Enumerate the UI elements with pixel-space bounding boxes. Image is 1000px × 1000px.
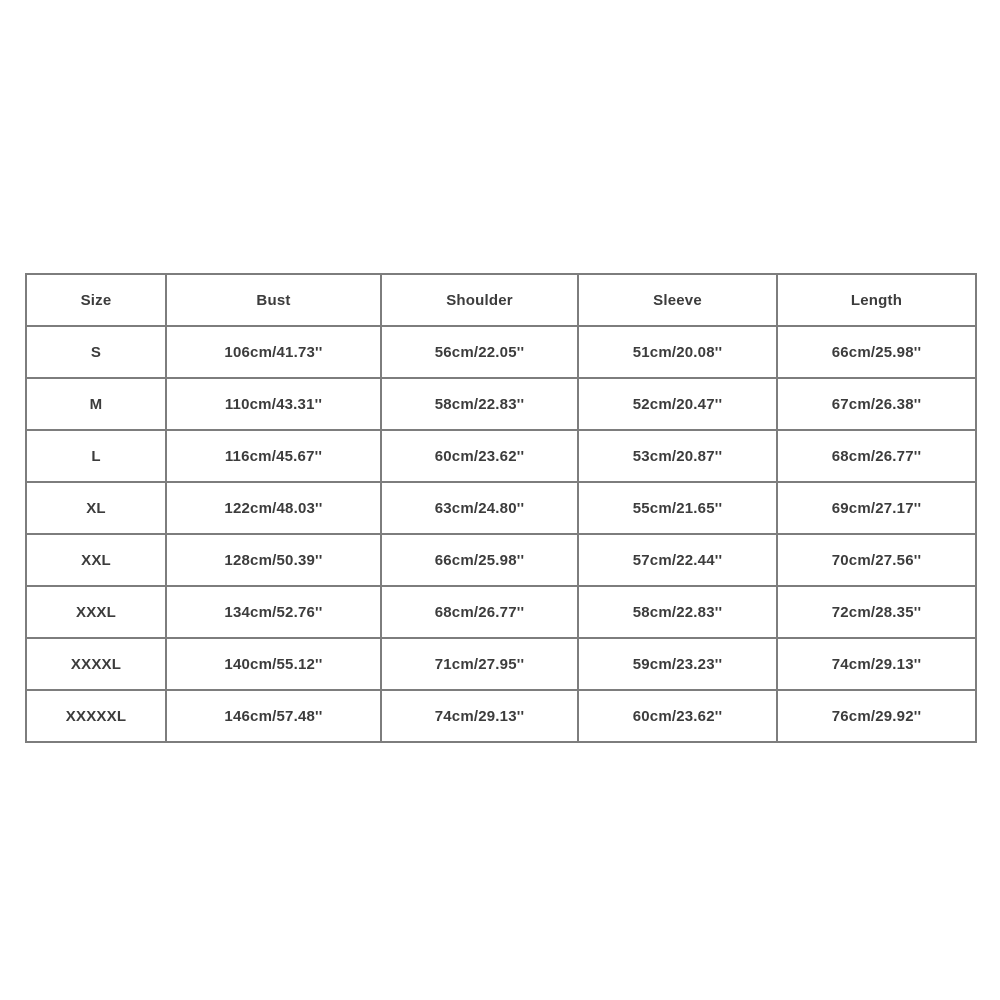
shoulder-cell: 63cm/24.80''	[381, 482, 578, 534]
table-row-m	[26, 378, 976, 430]
shoulder-cell: 74cm/29.13''	[381, 690, 578, 742]
table-row-xxxxxl	[26, 690, 976, 742]
length-cell: 67cm/26.38''	[777, 378, 976, 430]
shoulder-cell: 58cm/22.83''	[381, 378, 578, 430]
size-cell: L	[26, 430, 166, 482]
column-header-shoulder: Shoulder	[381, 274, 578, 326]
bust-cell: 106cm/41.73''	[166, 326, 381, 378]
sleeve-cell: 51cm/20.08''	[578, 326, 777, 378]
sleeve-cell: 58cm/22.83''	[578, 586, 777, 638]
bust-cell: 110cm/43.31''	[166, 378, 381, 430]
table-row-l	[26, 430, 976, 482]
column-header-length: Length	[777, 274, 976, 326]
sleeve-cell: 60cm/23.62''	[578, 690, 777, 742]
size-cell: M	[26, 378, 166, 430]
size-cell: XL	[26, 482, 166, 534]
shoulder-cell: 71cm/27.95''	[381, 638, 578, 690]
column-header-size: Size	[26, 274, 166, 326]
table-row-xl	[26, 482, 976, 534]
length-cell: 69cm/27.17''	[777, 482, 976, 534]
length-cell: 74cm/29.13''	[777, 638, 976, 690]
size-cell: S	[26, 326, 166, 378]
column-header-bust: Bust	[166, 274, 381, 326]
table-row-xxxxl	[26, 638, 976, 690]
size-cell: XXXXL	[26, 638, 166, 690]
length-cell: 68cm/26.77''	[777, 430, 976, 482]
size-cell: XXXXXL	[26, 690, 166, 742]
sleeve-cell: 57cm/22.44''	[578, 534, 777, 586]
shoulder-cell: 56cm/22.05''	[381, 326, 578, 378]
table-row-xxl	[26, 534, 976, 586]
size-chart-table	[25, 273, 977, 743]
sleeve-cell: 59cm/23.23''	[578, 638, 777, 690]
bust-cell: 116cm/45.67''	[166, 430, 381, 482]
table-row-xxxl	[26, 586, 976, 638]
shoulder-cell: 66cm/25.98''	[381, 534, 578, 586]
column-header-sleeve: Sleeve	[578, 274, 777, 326]
sleeve-cell: 52cm/20.47''	[578, 378, 777, 430]
header-row	[26, 274, 976, 326]
table-row-s	[26, 326, 976, 378]
shoulder-cell: 60cm/23.62''	[381, 430, 578, 482]
length-cell: 70cm/27.56''	[777, 534, 976, 586]
sleeve-cell: 53cm/20.87''	[578, 430, 777, 482]
bust-cell: 140cm/55.12''	[166, 638, 381, 690]
length-cell: 76cm/29.92''	[777, 690, 976, 742]
size-cell: XXL	[26, 534, 166, 586]
length-cell: 72cm/28.35''	[777, 586, 976, 638]
bust-cell: 128cm/50.39''	[166, 534, 381, 586]
bust-cell: 122cm/48.03''	[166, 482, 381, 534]
bust-cell: 134cm/52.76''	[166, 586, 381, 638]
bust-cell: 146cm/57.48''	[166, 690, 381, 742]
length-cell: 66cm/25.98''	[777, 326, 976, 378]
size-cell: XXXL	[26, 586, 166, 638]
shoulder-cell: 68cm/26.77''	[381, 586, 578, 638]
sleeve-cell: 55cm/21.65''	[578, 482, 777, 534]
